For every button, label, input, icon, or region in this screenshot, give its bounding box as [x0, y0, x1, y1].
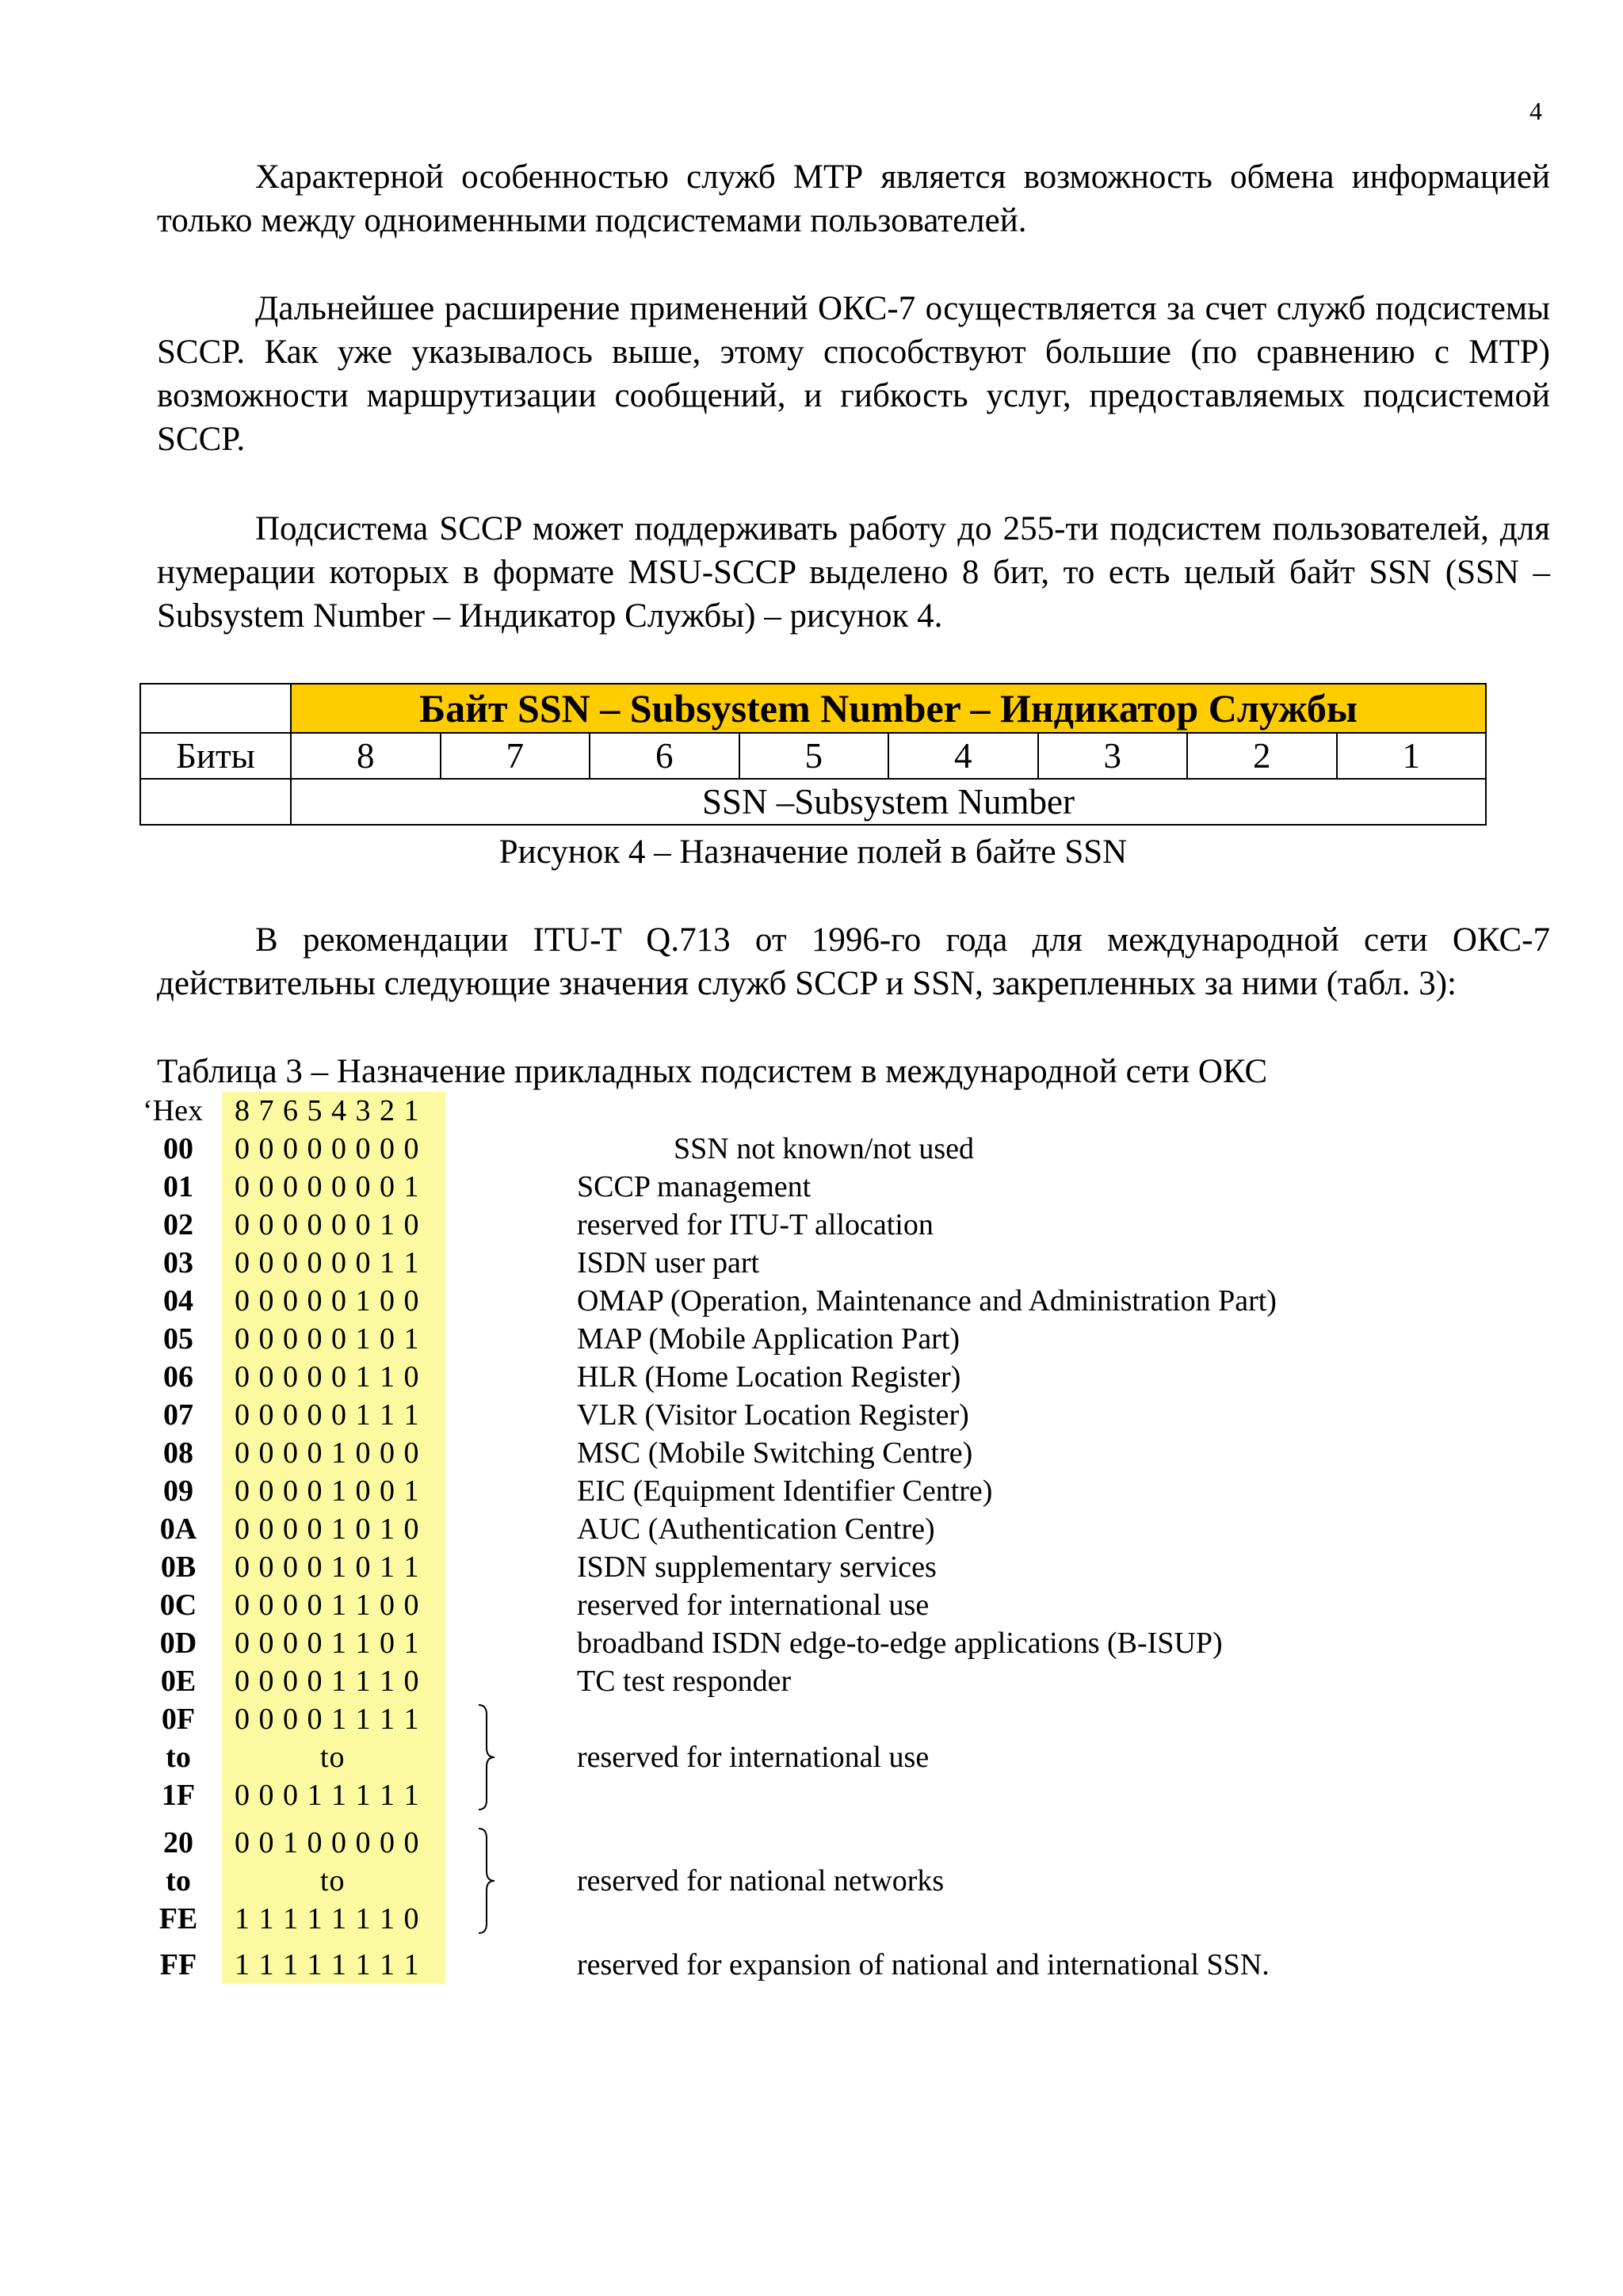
bits-value: 0 0 0 0 1 1 1 0 — [235, 1665, 420, 1698]
hex-column-header: ‘Hex — [143, 1094, 203, 1127]
paragraph-1 — [157, 155, 1550, 242]
paragraph-1-text: Характерной особенностью служб МТР является возможность обмена информацией только между одноименными подсистемами пользователей. — [157, 158, 1550, 239]
description: MAP (Mobile Application Part) — [577, 1322, 960, 1356]
hex-value: 04 — [163, 1284, 193, 1318]
description: HLR (Home Location Register) — [577, 1360, 961, 1394]
ssn-byte-table — [139, 683, 1487, 826]
bit-cell: 3 — [1038, 733, 1188, 779]
ssn-table-empty-cell — [140, 779, 291, 825]
description: SSN not known/not used — [674, 1132, 974, 1165]
paragraph-3 — [157, 507, 1550, 638]
description: broadband ISDN edge-to-edge applications (B-ISUP) — [577, 1627, 1223, 1660]
range-to-label: to — [166, 1864, 191, 1897]
ssn-table-empty-cell — [140, 684, 291, 733]
bit-cell: 6 — [590, 733, 739, 779]
description: VLR (Visitor Location Register) — [577, 1398, 969, 1432]
hex-value: 00 — [163, 1132, 193, 1165]
hex-value: 01 — [163, 1170, 193, 1203]
table-caption: Таблица 3 – Назначение прикладных подсистем в международной сети ОКС — [157, 1053, 1268, 1090]
description: OMAP (Operation, Maintenance and Administration Part) — [577, 1284, 1277, 1318]
paragraph-2 — [157, 287, 1550, 461]
bits-value: 0 0 0 0 1 0 0 0 — [235, 1436, 420, 1470]
right-brace-icon — [477, 1703, 493, 1811]
bit-cell: 2 — [1187, 733, 1337, 779]
bit-cell: 8 — [291, 733, 441, 779]
paragraph-2-text: Дальнейшее расширение применений ОКС-7 осуществляется за счет служб подсистемы SCCP. Как уже указывалось выше, этому способствуют большие (по сравнению с МТР) возможности маршрутизации сообщений, и гибкость услуг, предоставляемых подсистемой SCCP. — [157, 290, 1550, 458]
bits-value: 0 0 0 0 0 0 0 0 — [235, 1132, 420, 1165]
bits-value: 0 0 0 0 1 0 0 1 — [235, 1474, 420, 1508]
bits-value: 0 0 1 0 0 0 0 0 — [235, 1826, 420, 1859]
description: MSC (Mobile Switching Centre) — [577, 1436, 973, 1470]
paragraph-3-text: Подсистема SCCP может поддерживать работу до 255-ти подсистем пользователей, для нумерации которых в формате MSU-SCCP выделено 8 бит, то есть целый байт SSN (SSN –Subsystem Number – Индикатор Службы) – рисунок 4. — [157, 510, 1550, 635]
description: reserved for international use — [577, 1589, 930, 1622]
bits-value: 0 0 0 0 1 1 1 1 — [235, 1703, 420, 1736]
range-to-label: to — [166, 1741, 191, 1774]
bits-value: 0 0 0 0 0 0 1 0 — [235, 1208, 420, 1241]
bits-value: 0 0 0 0 1 0 1 0 — [235, 1512, 420, 1546]
bit-cell: 1 — [1337, 733, 1487, 779]
hex-value: 03 — [163, 1246, 193, 1280]
description: reserved for international use — [577, 1741, 930, 1774]
description: ISDN user part — [577, 1246, 760, 1280]
paragraph-4 — [157, 918, 1550, 1005]
description: ISDN supplementary services — [577, 1550, 937, 1584]
hex-value: 02 — [163, 1208, 193, 1241]
ssn-field-label: SSN –Subsystem Number — [291, 779, 1486, 825]
bits-value: 0 0 0 0 1 1 0 1 — [235, 1627, 420, 1660]
description: AUC (Authentication Centre) — [577, 1512, 935, 1546]
description: reserved for ITU-T allocation — [577, 1208, 934, 1241]
hex-value: 05 — [163, 1322, 193, 1356]
bits-value: 0 0 0 0 1 0 1 1 — [235, 1550, 420, 1584]
bits-column-header: 8 7 6 5 4 3 2 1 — [235, 1094, 420, 1127]
description: reserved for expansion of national and international SSN. — [577, 1948, 1270, 1981]
description: SCCP management — [577, 1170, 812, 1203]
hex-value: 08 — [163, 1436, 193, 1470]
hex-value: 0C — [159, 1589, 197, 1622]
hex-value: 0B — [160, 1550, 197, 1584]
ssn-table-title: Байт SSN – Subsystem Number – Индикатор Службы — [291, 684, 1486, 733]
bits-value: 1 1 1 1 1 1 1 1 — [235, 1948, 420, 1981]
hex-value: 06 — [163, 1360, 193, 1394]
page-number: 4 — [1529, 97, 1542, 125]
paragraph-4-text: В рекомендации ITU-T Q.713 от 1996-го года для международной сети ОКС-7 действительны следующие значения служб SCCP и SSN, закрепленных за ними (табл. 3): — [157, 921, 1550, 1002]
description: TC test responder — [577, 1665, 792, 1698]
hex-value: 20 — [163, 1826, 193, 1859]
bit-cell: 7 — [441, 733, 590, 779]
hex-value: 0D — [159, 1627, 197, 1660]
bits-value: 0 0 0 0 0 0 0 1 — [235, 1170, 420, 1203]
bits-value: 0 0 0 0 0 1 1 1 — [235, 1398, 420, 1432]
bits-label: Биты — [140, 733, 291, 779]
bit-cell: 4 — [888, 733, 1038, 779]
bits-value: 0 0 0 0 0 0 1 1 — [235, 1246, 420, 1280]
bits-value: 0 0 0 0 0 1 1 0 — [235, 1360, 420, 1394]
hex-value: 09 — [163, 1474, 193, 1508]
bit-cell: 5 — [739, 733, 889, 779]
bits-value: 0 0 0 1 1 1 1 1 — [235, 1779, 420, 1812]
figure-caption: Рисунок 4 – Назначение полей в байте SSN — [498, 833, 1128, 871]
range-to-label: to — [320, 1864, 346, 1897]
range-to-label: to — [320, 1741, 346, 1774]
bits-value: 0 0 0 0 1 1 0 0 — [235, 1589, 420, 1622]
hex-value: 0A — [159, 1512, 197, 1546]
hex-value: 0F — [161, 1703, 196, 1736]
bits-value: 0 0 0 0 0 1 0 1 — [235, 1322, 420, 1356]
hex-value: 1F — [161, 1779, 196, 1812]
description: reserved for national networks — [577, 1864, 945, 1897]
hex-value: FE — [158, 1902, 198, 1936]
description: EIC (Equipment Identifier Centre) — [577, 1474, 993, 1508]
hex-value: FF — [159, 1948, 197, 1981]
bits-value: 1 1 1 1 1 1 1 0 — [235, 1902, 420, 1936]
bits-value: 0 0 0 0 0 1 0 0 — [235, 1284, 420, 1318]
hex-value: 0E — [160, 1665, 197, 1698]
hex-value: 07 — [163, 1398, 193, 1432]
right-brace-icon — [477, 1827, 493, 1935]
